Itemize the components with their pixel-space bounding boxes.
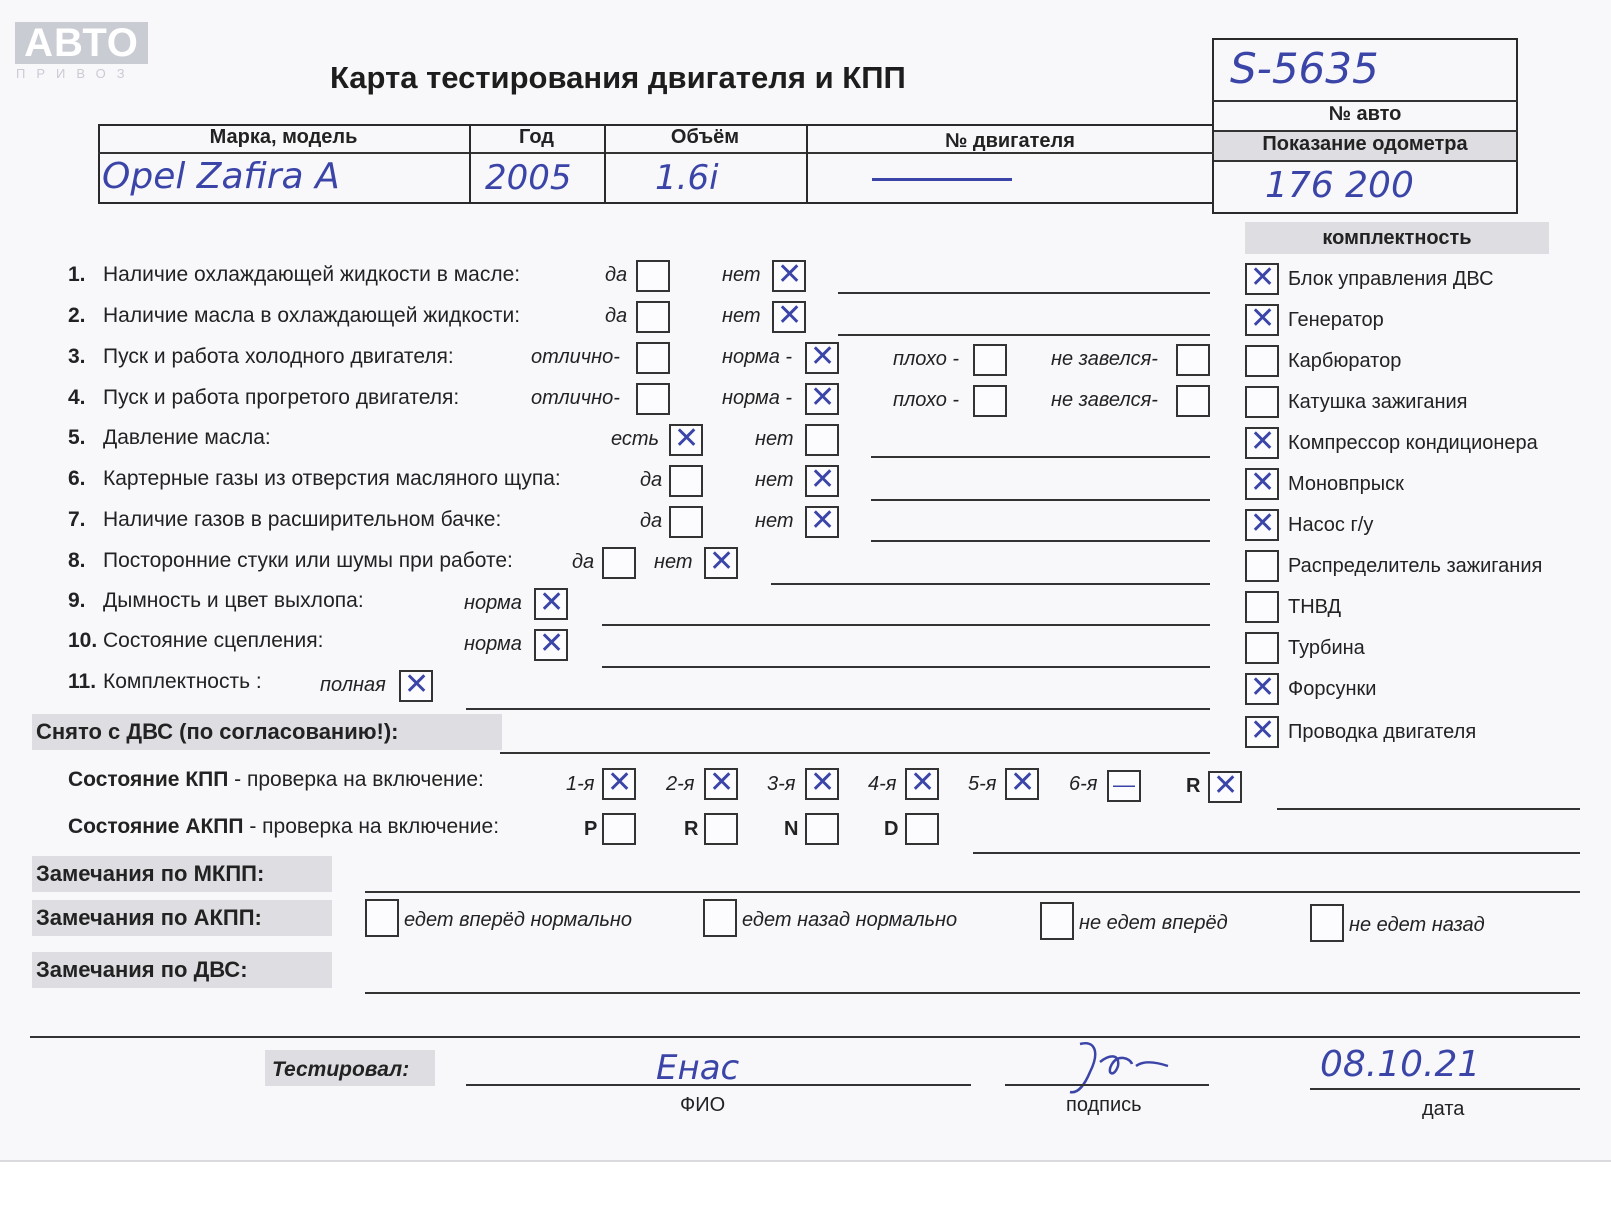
auto-d-label: D [884, 818, 899, 840]
q3-bad-label: плохо - [893, 348, 960, 370]
make-model-header: Марка, модель [209, 126, 358, 148]
volume-header: Объём [670, 126, 740, 148]
gear-2-checkbox[interactable] [704, 768, 738, 800]
gear-5-checkbox[interactable] [1005, 768, 1039, 800]
q2-text: Наличие масла в охлаждающей жидкости: [103, 304, 521, 327]
avto-privoz-logo: АВТО [15, 22, 148, 64]
q9-normal-checkbox[interactable] [534, 588, 568, 620]
q11-text: Комплектность : [103, 670, 262, 693]
q10-text: Состояние сцепления: [103, 629, 324, 652]
q1-text: Наличие охлаждающей жидкости в масле: [103, 263, 521, 286]
year-header: Год [519, 126, 554, 148]
auto-d-checkbox[interactable] [905, 813, 939, 845]
remarks-engine-label: Замечания по ДВС: [36, 957, 248, 982]
q4-excellent-label: отлично- [531, 387, 620, 409]
q10-number: 10. [68, 629, 98, 652]
q2-yes-label: да [605, 305, 628, 327]
gear-3-label: 3-я [767, 773, 796, 795]
car-number-label: № авто [1328, 103, 1402, 125]
q3-not-started-checkbox[interactable] [1176, 344, 1210, 376]
manual-gearbox-label: Состояние КПП - проверка на включение: [68, 768, 484, 791]
auto-forward-ok-label: едет вперёд нормально [404, 909, 633, 931]
auto-reverse-ok-label: едет назад нормально [742, 909, 958, 931]
q2-yes-checkbox[interactable] [636, 301, 670, 333]
q4-excellent-checkbox[interactable] [636, 383, 670, 415]
q4-bad-label: плохо - [893, 389, 960, 411]
volume-value: 1.6i [655, 158, 719, 198]
q4-normal-label: норма - [722, 387, 793, 409]
q4-number: 4. [68, 386, 86, 409]
gear-5-label: 5-я [968, 773, 997, 795]
q4-normal-checkbox[interactable] [805, 383, 839, 415]
tester-name-value: Енас [656, 1048, 740, 1088]
kit-tnvd-label: ТНВД [1288, 596, 1342, 618]
auto-no-reverse-checkbox[interactable] [1310, 904, 1344, 942]
page-title: Карта тестирования двигателя и КПП [330, 60, 906, 95]
q9-text: Дымность и цвет выхлопа: [103, 589, 364, 612]
kit-tnvd-checkbox[interactable] [1245, 591, 1279, 623]
q3-bad-checkbox[interactable] [973, 344, 1007, 376]
q5-no-checkbox[interactable] [805, 424, 839, 456]
q7-no-checkbox[interactable] [805, 506, 839, 538]
kit-generator-label: Генератор [1288, 309, 1384, 331]
q4-not-started-checkbox[interactable] [1176, 385, 1210, 417]
auto-r-checkbox[interactable] [704, 813, 738, 845]
q6-no-checkbox[interactable] [805, 465, 839, 497]
odometer-value: 176 200 [1265, 165, 1414, 206]
q8-no-label: нет [654, 551, 693, 573]
q10-normal-label: норма [464, 633, 522, 655]
q5-present-checkbox[interactable] [669, 424, 703, 456]
q8-text: Посторонние стуки или шумы при работе: [103, 549, 513, 572]
q3-normal-checkbox[interactable] [805, 342, 839, 374]
q4-bad-checkbox[interactable] [973, 385, 1007, 417]
q6-yes-label: да [640, 469, 663, 491]
kit-ecu-label: Блок управления ДВС [1288, 268, 1494, 290]
gear-r-checkbox[interactable] [1208, 771, 1242, 803]
q5-text: Давление масла: [103, 426, 271, 449]
q6-no-label: нет [755, 469, 794, 491]
q2-no-checkbox[interactable] [772, 301, 806, 333]
q2-number: 2. [68, 304, 86, 327]
q8-yes-label: да [572, 551, 595, 573]
q1-yes-checkbox[interactable] [636, 260, 670, 292]
kit-turbo-label: Турбина [1288, 637, 1365, 659]
gear-4-checkbox[interactable] [905, 768, 939, 800]
gear-r-label: R [1186, 775, 1201, 797]
name-caption: ФИО [680, 1094, 726, 1116]
odometer-label: Показание одометра [1262, 133, 1468, 155]
kit-distributor-label: Распределитель зажигания [1288, 555, 1543, 577]
q6-text: Картерные газы из отверстия масляного щупа: [103, 467, 561, 490]
make-model-value: Opel Zafira A [102, 156, 340, 197]
car-number-value: S-5635 [1230, 44, 1379, 93]
logo-subtitle: ПРИВОЗ [16, 66, 136, 81]
signature-caption: подпись [1066, 1094, 1142, 1116]
q7-yes-label: да [640, 510, 663, 532]
date-caption: дата [1422, 1098, 1465, 1120]
auto-no-forward-label: не едет вперёд [1079, 912, 1228, 934]
kit-wiring-checkbox[interactable] [1245, 716, 1279, 748]
q7-number: 7. [68, 508, 86, 531]
kit-carburetor-checkbox[interactable] [1245, 345, 1279, 377]
kit-wiring-label: Проводка двигателя [1288, 721, 1477, 743]
q6-yes-checkbox[interactable] [669, 465, 703, 497]
gear-3-checkbox[interactable] [805, 768, 839, 800]
auto-reverse-ok-checkbox[interactable] [703, 899, 737, 937]
kit-ps-pump-checkbox[interactable] [1245, 509, 1279, 541]
kit-ecu-checkbox[interactable] [1245, 263, 1279, 295]
q11-full-checkbox[interactable] [399, 670, 433, 702]
q3-number: 3. [68, 345, 86, 368]
q8-number: 8. [68, 549, 86, 572]
q4-text: Пуск и работа прогретого двигателя: [103, 386, 460, 409]
q7-yes-checkbox[interactable] [669, 506, 703, 538]
q8-yes-checkbox[interactable] [602, 547, 636, 579]
q5-number: 5. [68, 426, 86, 449]
kit-title: комплектность [1322, 227, 1472, 249]
paper-background [0, 1160, 1611, 1211]
remarks-manual-label: Замечания по МКПП: [36, 861, 265, 886]
auto-p-label: P [584, 818, 598, 840]
q8-no-checkbox[interactable] [704, 547, 738, 579]
kit-generator-checkbox[interactable] [1245, 304, 1279, 336]
q5-no-label: нет [755, 428, 794, 450]
gear-1-label: 1-я [566, 773, 595, 795]
date-value: 08.10.21 [1320, 1044, 1481, 1085]
q1-yes-label: да [605, 264, 628, 286]
q9-normal-label: норма [464, 592, 522, 614]
kit-mono-injection-checkbox[interactable] [1245, 468, 1279, 500]
q6-number: 6. [68, 467, 86, 490]
kit-carburetor-label: Карбюратор [1288, 350, 1402, 372]
kit-ignition-coil-label: Катушка зажигания [1288, 391, 1468, 413]
q7-text: Наличие газов в расширительном бачке: [103, 508, 502, 531]
q4-not-started-label: не завелся- [1051, 389, 1158, 411]
q5-present-label: есть [611, 428, 660, 450]
q11-number: 11. [68, 670, 97, 693]
engine-number-dash [872, 178, 1012, 181]
q2-no-label: нет [722, 305, 761, 327]
removed-label: Снято с ДВС (по согласованию!): [36, 719, 399, 744]
kit-turbo-checkbox[interactable] [1245, 632, 1279, 664]
auto-no-reverse-label: не едет назад [1349, 914, 1485, 936]
q1-number: 1. [68, 263, 86, 286]
q3-excellent-checkbox[interactable] [636, 342, 670, 374]
q3-text: Пуск и работа холодного двигателя: [103, 345, 454, 368]
auto-r-label: R [684, 818, 699, 840]
q7-no-label: нет [755, 510, 794, 532]
gear-2-label: 2-я [666, 773, 695, 795]
q1-no-label: нет [722, 264, 761, 286]
q9-number: 9. [68, 589, 86, 612]
kit-ps-pump-label: Насос г/у [1288, 514, 1374, 536]
auto-n-label: N [784, 818, 799, 840]
kit-injectors-checkbox[interactable] [1245, 673, 1279, 705]
tested-by-label: Тестировал: [272, 1058, 410, 1081]
q1-no-checkbox[interactable] [772, 260, 806, 292]
kit-injectors-label: Форсунки [1288, 678, 1377, 700]
auto-no-forward-checkbox[interactable] [1040, 902, 1074, 940]
auto-n-checkbox[interactable] [805, 813, 839, 845]
gear-6-checkbox[interactable] [1107, 770, 1141, 802]
auto-gearbox-label: Состояние АКПП - проверка на включение: [68, 815, 500, 838]
kit-distributor-checkbox[interactable] [1245, 550, 1279, 582]
q10-normal-checkbox[interactable] [534, 629, 568, 661]
gear-6-label: 6-я [1069, 773, 1098, 795]
remarks-auto-label: Замечания по АКПП: [36, 905, 262, 930]
q3-normal-label: норма - [722, 346, 793, 368]
signature-image [1040, 1032, 1190, 1102]
gear-1-checkbox[interactable] [602, 768, 636, 800]
kit-ignition-coil-checkbox[interactable] [1245, 386, 1279, 418]
gear-4-label: 4-я [868, 773, 897, 795]
year-value: 2005 [485, 158, 572, 198]
q3-excellent-label: отлично- [531, 346, 620, 368]
kit-ac-compressor-label: Компрессор кондиционера [1288, 432, 1538, 454]
kit-ac-compressor-checkbox[interactable] [1245, 427, 1279, 459]
q11-full-label: полная [320, 674, 386, 696]
kit-mono-injection-label: Моновпрыск [1288, 473, 1404, 495]
auto-forward-ok-checkbox[interactable] [365, 899, 399, 937]
q3-not-started-label: не завелся- [1051, 348, 1158, 370]
auto-p-checkbox[interactable] [602, 813, 636, 845]
engine-number-header: № двигателя [945, 130, 1075, 152]
